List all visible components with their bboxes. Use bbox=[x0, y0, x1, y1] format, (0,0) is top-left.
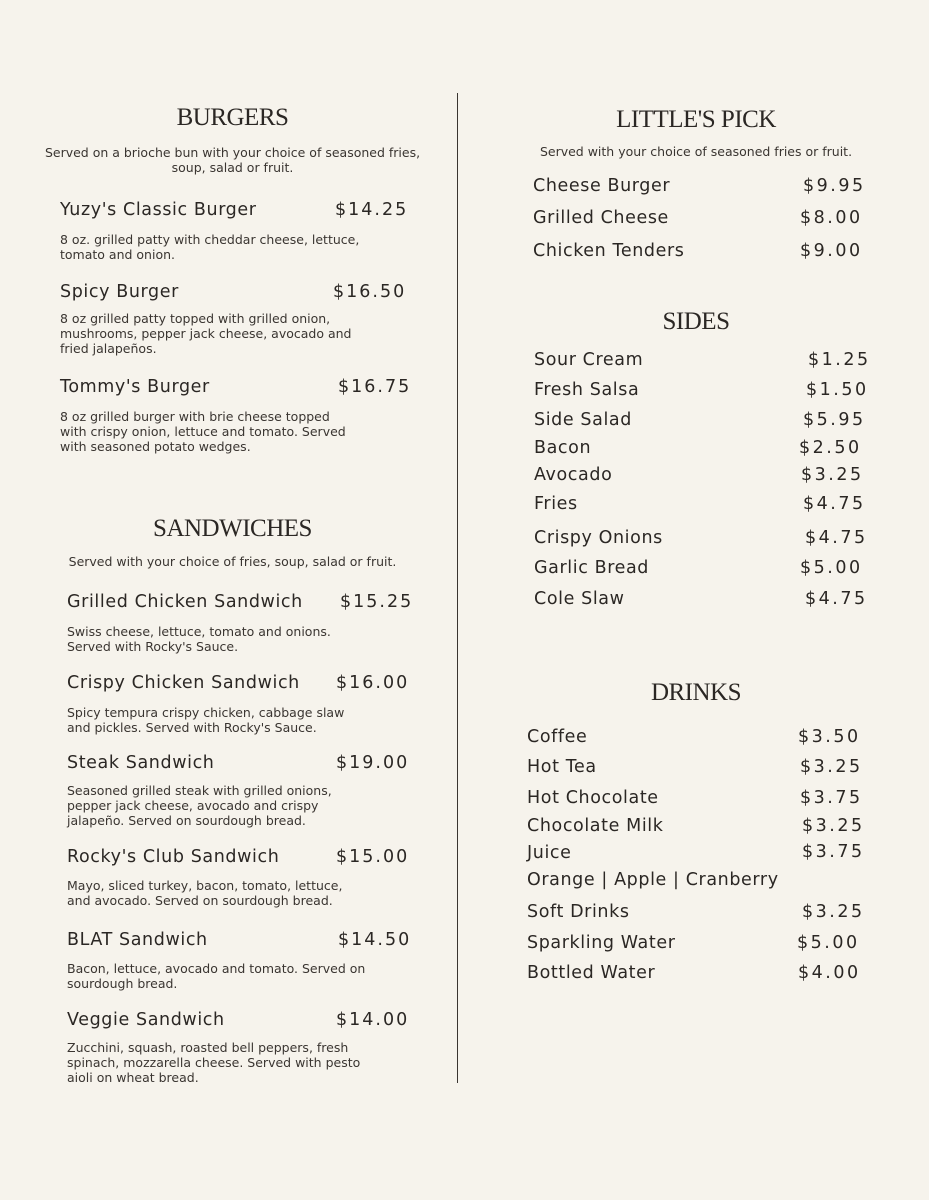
column-divider bbox=[457, 93, 458, 1083]
item-price: $3.25 bbox=[802, 902, 865, 922]
item-price: $3.25 bbox=[802, 816, 865, 836]
item-name: Sparkling Water bbox=[527, 933, 676, 953]
item-price: $16.75 bbox=[338, 377, 412, 397]
section-title-sandwiches: SANDWICHES bbox=[153, 515, 312, 542]
item-name: Fries bbox=[534, 494, 578, 514]
item-name: Soft Drinks bbox=[527, 902, 630, 922]
item-description: Swiss cheese, lettuce, tomato and onions. Served with Rocky's Sauce. bbox=[67, 624, 331, 654]
section-subtitle-sandwiches: Served with your choice of fries, soup, salad or fruit. bbox=[68, 554, 397, 569]
item-name: Yuzy's Classic Burger bbox=[60, 200, 257, 220]
item-price: $16.00 bbox=[336, 673, 410, 693]
item-price: $5.00 bbox=[797, 933, 860, 953]
item-name: Grilled Chicken Sandwich bbox=[67, 592, 303, 612]
item-name: Bacon bbox=[534, 438, 592, 458]
item-description: Mayo, sliced turkey, bacon, tomato, lettuce, and avocado. Served on sourdough bread. bbox=[67, 878, 343, 908]
item-price: $16.50 bbox=[333, 282, 407, 302]
item-price: $3.25 bbox=[801, 465, 864, 485]
item-description: 8 oz. grilled patty with cheddar cheese, lettuce, tomato and onion. bbox=[60, 232, 360, 262]
item-price: $14.00 bbox=[336, 1010, 410, 1030]
item-price: $14.25 bbox=[335, 200, 409, 220]
item-name: Hot Tea bbox=[527, 757, 597, 777]
section-subtitle-littles-pick: Served with your choice of seasoned fries or fruit. bbox=[539, 144, 853, 159]
item-description: Seasoned grilled steak with grilled onions, pepper jack cheese, avocado and crispy jalapeño. Served on sourdough bread. bbox=[67, 783, 332, 828]
item-price: $19.00 bbox=[336, 753, 410, 773]
item-name: Rocky's Club Sandwich bbox=[67, 847, 280, 867]
item-name: Garlic Bread bbox=[534, 558, 650, 578]
item-name: Crispy Chicken Sandwich bbox=[67, 673, 300, 693]
item-name: Chicken Tenders bbox=[533, 241, 685, 261]
item-name: Steak Sandwich bbox=[67, 753, 215, 773]
item-name: Avocado bbox=[534, 465, 613, 485]
item-name: Side Salad bbox=[534, 410, 632, 430]
item-name: BLAT Sandwich bbox=[67, 930, 208, 950]
item-name: Spicy Burger bbox=[60, 282, 179, 302]
section-subtitle-burgers: Served on a brioche bun with your choice of seasoned fries, soup, salad or fruit. bbox=[44, 145, 421, 175]
item-name: Sour Cream bbox=[534, 350, 644, 370]
item-price: $4.75 bbox=[805, 528, 868, 548]
item-price: $15.00 bbox=[336, 847, 410, 867]
item-price: $5.95 bbox=[803, 410, 866, 430]
item-name: Cheese Burger bbox=[533, 176, 671, 196]
item-name: Coffee bbox=[527, 727, 588, 747]
juice-options: Orange | Apple | Cranberry bbox=[527, 870, 779, 890]
item-name: Tommy's Burger bbox=[60, 377, 210, 397]
item-price: $4.00 bbox=[798, 963, 861, 983]
item-price: $2.50 bbox=[799, 438, 862, 458]
item-price: $3.25 bbox=[800, 757, 863, 777]
item-name: Grilled Cheese bbox=[533, 208, 669, 228]
item-description: 8 oz grilled patty topped with grilled onion, mushrooms, pepper jack cheese, avocado and fried jalapeños. bbox=[60, 311, 352, 356]
item-price: $5.00 bbox=[800, 558, 863, 578]
item-price: $3.75 bbox=[802, 842, 865, 862]
item-name: Chocolate Milk bbox=[527, 816, 664, 836]
item-description: Zucchini, squash, roasted bell peppers, fresh spinach, mozzarella cheese. Served with pesto aioli on wheat bread. bbox=[67, 1040, 361, 1085]
item-price: $4.75 bbox=[805, 589, 868, 609]
item-price: $1.50 bbox=[806, 380, 869, 400]
item-name: Cole Slaw bbox=[534, 589, 625, 609]
item-price: $9.00 bbox=[800, 241, 863, 261]
item-name: Hot Chocolate bbox=[527, 788, 659, 808]
section-title-sides: SIDES bbox=[662, 308, 730, 335]
item-name: Bottled Water bbox=[527, 963, 656, 983]
item-price: $3.75 bbox=[800, 788, 863, 808]
item-price: $9.95 bbox=[803, 176, 866, 196]
section-title-burgers: BURGERS bbox=[176, 104, 289, 131]
item-description: Spicy tempura crispy chicken, cabbage slaw and pickles. Served with Rocky's Sauce. bbox=[67, 705, 345, 735]
item-price: $4.75 bbox=[803, 494, 866, 514]
section-title-drinks: DRINKS bbox=[650, 679, 742, 706]
item-description: Bacon, lettuce, avocado and tomato. Served on sourdough bread. bbox=[67, 961, 366, 991]
item-name: Crispy Onions bbox=[534, 528, 663, 548]
item-name: Juice bbox=[527, 843, 572, 863]
item-price: $14.50 bbox=[338, 930, 412, 950]
item-price: $8.00 bbox=[800, 208, 863, 228]
item-description: 8 oz grilled burger with brie cheese topped with crispy onion, lettuce and tomato. Served with seasoned potato wedges. bbox=[60, 409, 346, 454]
section-title-littles-pick: LITTLE'S PICK bbox=[616, 106, 776, 133]
item-name: Fresh Salsa bbox=[534, 380, 640, 400]
item-price: $3.50 bbox=[798, 727, 861, 747]
item-name: Veggie Sandwich bbox=[67, 1010, 225, 1030]
item-price: $15.25 bbox=[340, 592, 414, 612]
item-price: $1.25 bbox=[808, 350, 871, 370]
